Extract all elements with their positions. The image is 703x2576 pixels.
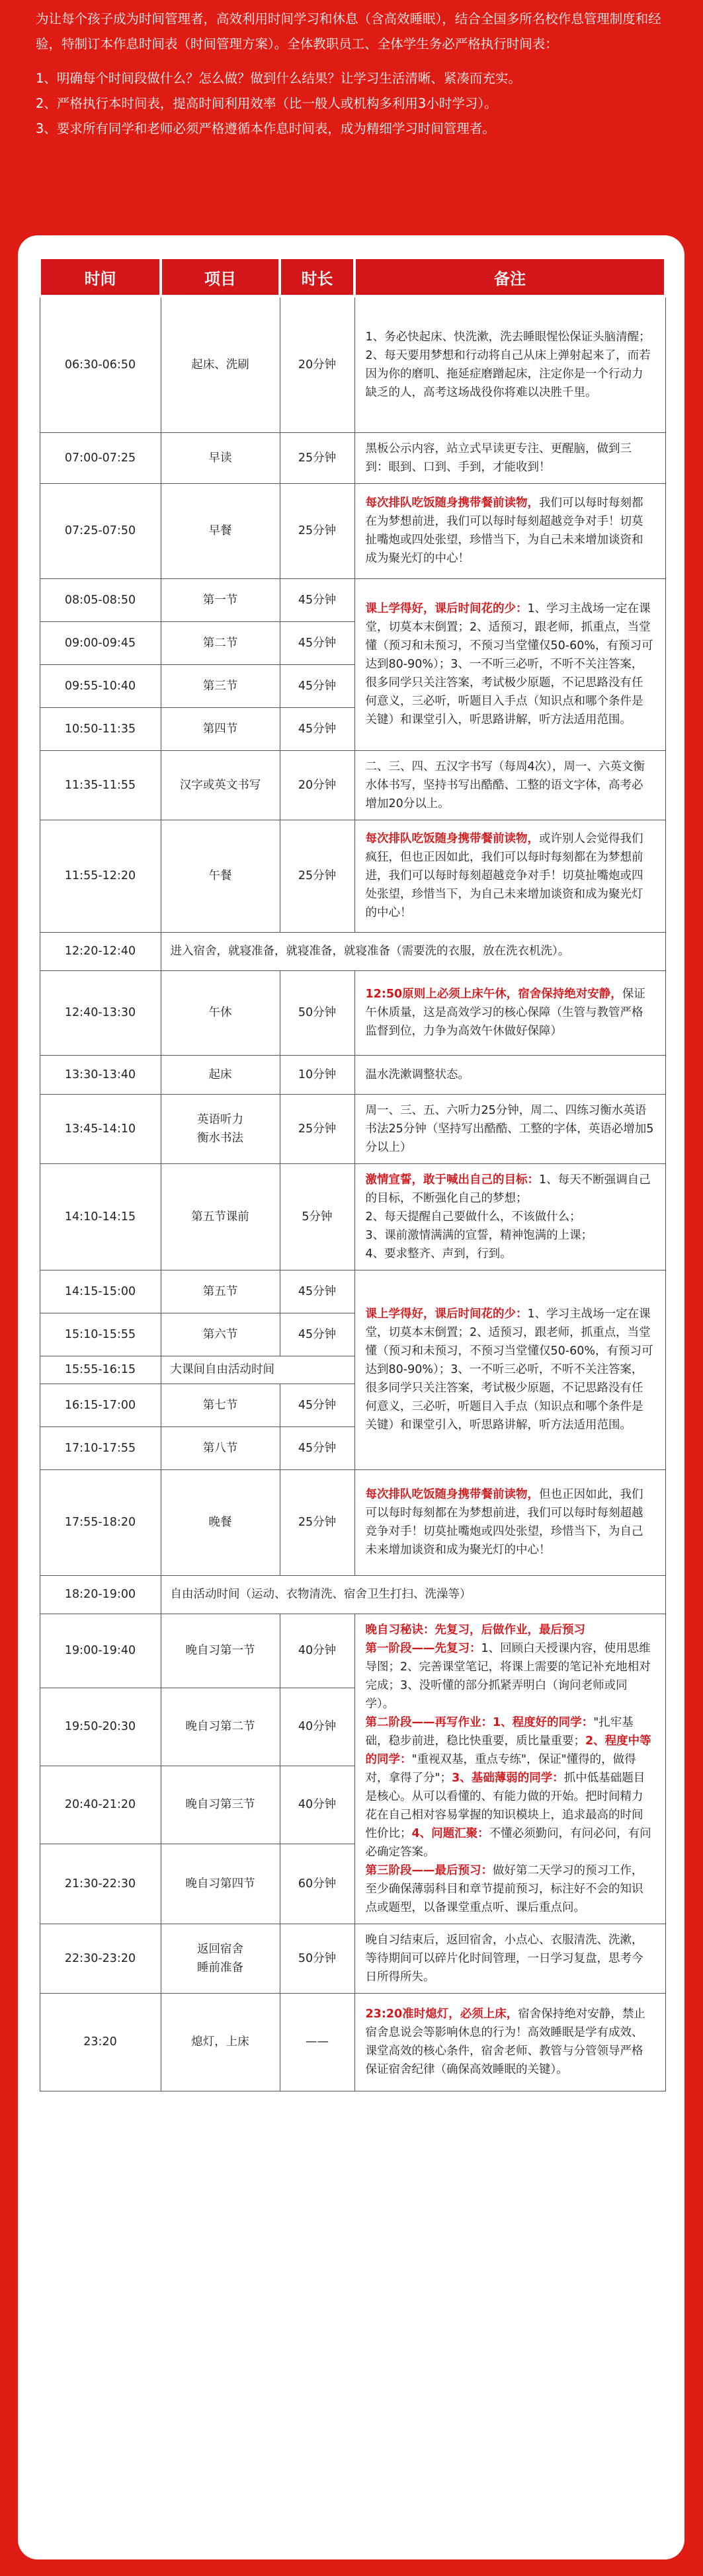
row-duration: 10分钟 (280, 1055, 354, 1094)
row-duration: 25分钟 (280, 1094, 354, 1163)
note-highlight: 23:20准时熄灯，必须上床， (365, 2008, 518, 2021)
table-row (40, 932, 665, 970)
note-highlight: 第一阶段——先复习： (365, 1641, 481, 1655)
row-duration: 40分钟 (280, 1688, 354, 1766)
intro-item-1: 1、明确每个时间段做什么？怎么做？做到什么结果？让学习生活清晰、紧凑而充实。 (36, 71, 521, 86)
row-item: 起床 (161, 1055, 280, 1094)
row-note: 二、三、四、五汉字书写（每周4次），周一、六英文衡水体书写，坚持书写出酷酷、工整的语文字体，高考必增加20分以上。 (354, 750, 665, 820)
row-note: 周一、三、五、六听力25分钟，周二、四练习衡水英语书法25分钟（坚持写出酷酷、工整的字体，英语必增加5分以上） (354, 1094, 665, 1163)
row-time: 13:45-14:10 (40, 1094, 161, 1163)
row-span-text: 大课间自由活动时间 (161, 1356, 665, 1384)
row-time: 12:40-13:30 (40, 970, 161, 1055)
table-row (40, 1163, 665, 1270)
table-row (40, 1094, 665, 1163)
row-item: 第二节 (161, 621, 280, 664)
header-note: 备注 (354, 258, 665, 296)
note-highlight: 4、问题汇聚： (411, 1826, 489, 1840)
row-duration: 45分钟 (280, 664, 354, 707)
evening-study-note: 晚自习秘诀：先复习，后做作业，最后预习 第一阶段——先复习：1、回顾白天授课内容，使用思维导图；2、完善课堂笔记，将课上需要的笔记补充地相对完成；3、没听懂的部分抓紧弄明白（询问老师或同学）。 第二阶段——再写作业：1、程度好的同学："扎牢基础，稳步前进，稳比快重要，质比量重要；2、程度中等的同学："重视双基，重点专练"，保证"懂得的，做得对，拿得了分"；3、基础薄弱的同学：抓中低基础题目是核心。从可以看懂的、有能力做的开始。把时间精力花在自己相对容易掌握的知识模块上，追求最高的时间性价比；4、问题汇聚：不懂必须勤问，有问必问，有问必确定答案。 第三阶段——最后预习：做好第二天学习的预习工作，至少确保薄弱科目和章节提前预习，标注好不会的知识点或题型，以备课堂重点听、课后重点问。 (354, 1614, 665, 1924)
row-time: 07:00-07:25 (40, 432, 161, 483)
row-item: 第四节 (161, 707, 280, 750)
row-note: 12:50原则上必须上床午休，宿舍保持绝对安静，保证午休质量，这是高效学习的核心保障（生管与教管严格监督到位，力争为高效午休做好保障） (354, 970, 665, 1055)
row-item: 晚餐 (161, 1469, 280, 1575)
row-duration: 20分钟 (280, 750, 354, 820)
row-item: 晚自习第一节 (161, 1614, 280, 1688)
row-item: 汉字或英文书写 (161, 750, 280, 820)
row-duration: 45分钟 (280, 1313, 354, 1356)
row-duration: 25分钟 (280, 820, 354, 932)
row-time: 21:30-22:30 (40, 1844, 161, 1924)
table-row (40, 483, 665, 578)
intro-item-2: 2、严格执行本时间表，提高时间利用效率（比一般人或机构多利用3小时学习）。 (36, 96, 497, 111)
row-time: 15:55-16:15 (40, 1356, 161, 1384)
row-time: 07:25-07:50 (40, 483, 161, 578)
row-item: 晚自习第二节 (161, 1688, 280, 1766)
row-duration: —— (280, 1993, 354, 2091)
row-time: 06:30-06:50 (40, 296, 161, 432)
table-header-row (40, 258, 665, 296)
table-row (40, 750, 665, 820)
row-time: 11:55-12:20 (40, 820, 161, 932)
table-row (40, 1469, 665, 1575)
schedule-table (38, 256, 667, 2091)
row-duration: 50分钟 (280, 1924, 354, 1993)
row-span-text: 进入宿舍，就寝准备，就寝准备，就寝准备（需要洗的衣服，放在洗衣机洗）。 (161, 932, 665, 970)
row-time: 14:10-14:15 (40, 1163, 161, 1270)
row-item: 早读 (161, 432, 280, 483)
row-item: 熄灯，上床 (161, 1993, 280, 2091)
row-duration: 20分钟 (280, 296, 354, 432)
row-duration: 5分钟 (280, 1163, 354, 1270)
row-duration: 60分钟 (280, 1844, 354, 1924)
intro-section (0, 0, 703, 215)
table-row (40, 1575, 665, 1614)
row-item: 早餐 (161, 483, 280, 578)
row-item: 第八节 (161, 1426, 280, 1469)
table-row (40, 296, 665, 432)
row-time: 13:30-13:40 (40, 1055, 161, 1094)
table-row (40, 820, 665, 932)
note-highlight: 晚自习秘诀：先复习，后做作业，最后预习 (365, 1623, 585, 1637)
schedule-body (40, 296, 665, 2091)
row-duration: 45分钟 (280, 707, 354, 750)
row-note: 温水洗漱调整状态。 (354, 1055, 665, 1094)
row-time: 17:55-18:20 (40, 1469, 161, 1575)
note-highlight: 激情宣誓，敢于喊出自己的目标： (365, 1173, 539, 1187)
row-item: 晚自习第四节 (161, 1844, 280, 1924)
row-item: 第一节 (161, 578, 280, 621)
row-time: 12:20-12:40 (40, 932, 161, 970)
row-time: 11:35-11:55 (40, 750, 161, 820)
row-duration: 45分钟 (280, 1384, 354, 1426)
row-time: 10:50-11:35 (40, 707, 161, 750)
row-item: 第五节 (161, 1270, 280, 1313)
row-time: 23:20 (40, 1993, 161, 2091)
row-item: 第六节 (161, 1313, 280, 1356)
table-row (40, 1055, 665, 1094)
note-highlight: 1、程度好的同学： (493, 1715, 594, 1729)
schedule-card (18, 235, 684, 2559)
row-note: 每次排队吃饭随身携带餐前读物，但也正因如此，我们可以每时每刻都在为梦想前进，我们可以每时每刻超越竞争对手！切莫扯嘴炮或四处张望，珍惜当下，为自己未来增加谈资和成为聚光灯的中心！ (354, 1469, 665, 1575)
row-time: 18:20-19:00 (40, 1575, 161, 1614)
table-row (40, 1993, 665, 2091)
row-duration: 25分钟 (280, 432, 354, 483)
row-time: 14:15-15:00 (40, 1270, 161, 1313)
header-duration: 时长 (280, 258, 354, 296)
row-item: 第七节 (161, 1384, 280, 1426)
lesson-note: 课上学得好，课后时间花的少：1、学习主战场一定在课堂，切莫本末倒置；2、适预习，跟老师，抓重点，当堂懂（预习和未预习，不预习当堂懂仅50-60%，有预习可达到80-90%）；3、一不听三必听，不听不关注答案，很多同学只关注答案，考试极少原题，不记思路没有任何意义，三必听，听题目入手点（知识点和哪个条件是关键）和课堂引入，听思路讲解，听方法适用范围。 (354, 578, 665, 750)
row-note: 晚自习结束后，返回宿舍，小点心、衣服清洗、洗漱，等待期间可以碎片化时间管理，一日学习复盘，思考今日所得所失。 (354, 1924, 665, 1993)
row-item: 起床、洗刷 (161, 296, 280, 432)
row-note: 1、务必快起床、快洗漱，洗去睡眼惺忪保证头脑清醒； 2、每天要用梦想和行动将自己从床上弹射起来了，而若因为你的磨叽、拖延症磨蹭起床，注定你是一个行动力缺乏的人，高考这场战役你将难以决胜千里。 (354, 296, 665, 432)
intro-paragraph: 为让每个孩子成为时间管理者，高效利用时间学习和休息（含高效睡眠），结合全国多所名校作息管理制度和经验，特制订本作息时间表（时间管理方案）。全体教职员工、全体学生务必严格执行时间表： (36, 11, 661, 52)
row-time: 08:05-08:50 (40, 578, 161, 621)
note-highlight: 第三阶段——最后预习： (365, 1863, 493, 1877)
note-highlight: 第二阶段——再写作业： (365, 1715, 493, 1729)
note-highlight: 12:50原则上必须上床午休，宿舍保持绝对安静， (365, 988, 622, 1001)
row-item: 第五节课前 (161, 1163, 280, 1270)
row-note: 黑板公示内容，站立式早读更专注、更醒脑，做到三到：眼到、口到、手到，才能收到！ (354, 432, 665, 483)
row-duration: 45分钟 (280, 621, 354, 664)
header-time: 时间 (40, 258, 161, 296)
row-duration: 25分钟 (280, 483, 354, 578)
row-note: 每次排队吃饭随身携带餐前读物，或许别人会觉得我们疯狂，但也正因如此，我们可以每时每刻都在为梦想前进，我们可以每时每刻超越竞争对手！切莫扯嘴炮或四处张望，珍惜当下，为自己未来增加谈资和成为聚光灯的中心！ (354, 820, 665, 932)
row-time: 20:40-21:20 (40, 1766, 161, 1844)
row-time: 09:55-10:40 (40, 664, 161, 707)
row-duration: 40分钟 (280, 1614, 354, 1688)
row-duration: 45分钟 (280, 1426, 354, 1469)
note-highlight: 每次排队吃饭随身携带餐前读物， (365, 496, 539, 510)
row-note: 每次排队吃饭随身携带餐前读物，我们可以每时每刻都在为梦想前进，我们可以每时每刻超越竞争对手！切莫扯嘴炮或四处张望，珍惜当下，为自己未来增加谈资和成为聚光灯的中心！ (354, 483, 665, 578)
note-highlight: 每次排队吃饭随身携带餐前读物， (365, 1488, 539, 1501)
table-row (40, 970, 665, 1055)
row-time: 09:00-09:45 (40, 621, 161, 664)
row-time: 22:30-23:20 (40, 1924, 161, 1993)
row-item: 第三节 (161, 664, 280, 707)
row-time: 16:15-17:00 (40, 1384, 161, 1426)
note-highlight: 课上学得好，课后时间花的少： (365, 1308, 528, 1321)
table-row (40, 578, 665, 621)
row-item: 午餐 (161, 820, 280, 932)
row-time: 19:00-19:40 (40, 1614, 161, 1688)
row-note: 23:20准时熄灯，必须上床，宿舍保持绝对安静，禁止宿舍息说会等影响休息的行为！高效睡眠是学有成效、课堂高效的核心条件，宿舍老师、教管与分管领导严格保证宿舍纪律（确保高效睡眠的关键）。 (354, 1993, 665, 2091)
row-time: 19:50-20:30 (40, 1688, 161, 1766)
note-highlight: 2、程度中等的同学： (365, 1734, 651, 1766)
row-note: 激情宣誓，敢于喊出自己的目标：1、每天不断强调自己的目标，不断强化自己的梦想； 2、每天提醒自己要做什么，不该做什么； 3、课前激情满满的宣誓，精神饱满的上课； 4、要求整齐、声到，行到。 (354, 1163, 665, 1270)
header-item: 项目 (161, 258, 280, 296)
intro-item-3: 3、要求所有同学和老师必须严格遵循本作息时间表，成为精细学习时间管理者。 (36, 121, 495, 136)
row-duration: 45分钟 (280, 1270, 354, 1313)
table-row (40, 1270, 665, 1313)
row-item: 返回宿舍 睡前准备 (161, 1924, 280, 1993)
row-duration: 25分钟 (280, 1469, 354, 1575)
table-row (40, 1924, 665, 1993)
lesson-note: 课上学得好，课后时间花的少：1、学习主战场一定在课堂，切莫本末倒置；2、适预习，跟老师，抓重点，当堂懂（预习和未预习，不预习当堂懂仅50-60%，有预习可达到80-90%）；3、一不听三必听，不听不关注答案，很多同学只关注答案，考试极少原题，不记思路没有任何意义，三必听，听题目入手点（知识点和哪个条件是关键）和课堂引入，听思路讲解，听方法适用范围。 (354, 1270, 665, 1469)
row-time: 15:10-15:55 (40, 1313, 161, 1356)
table-row (40, 1614, 665, 1688)
row-duration: 40分钟 (280, 1766, 354, 1844)
row-time: 17:10-17:55 (40, 1426, 161, 1469)
row-span-text: 自由活动时间（运动、衣物清洗、宿舍卫生打扫、洗澡等） (161, 1575, 665, 1614)
row-item: 英语听力 衡水书法 (161, 1094, 280, 1163)
row-duration: 45分钟 (280, 578, 354, 621)
row-item: 午休 (161, 970, 280, 1055)
note-highlight: 每次排队吃饭随身携带餐前读物， (365, 832, 539, 845)
row-duration: 50分钟 (280, 970, 354, 1055)
note-highlight: 课上学得好，课后时间花的少： (365, 602, 528, 615)
note-highlight: 3、基础薄弱的同学： (452, 1771, 564, 1785)
row-item: 晚自习第三节 (161, 1766, 280, 1844)
table-row (40, 432, 665, 483)
